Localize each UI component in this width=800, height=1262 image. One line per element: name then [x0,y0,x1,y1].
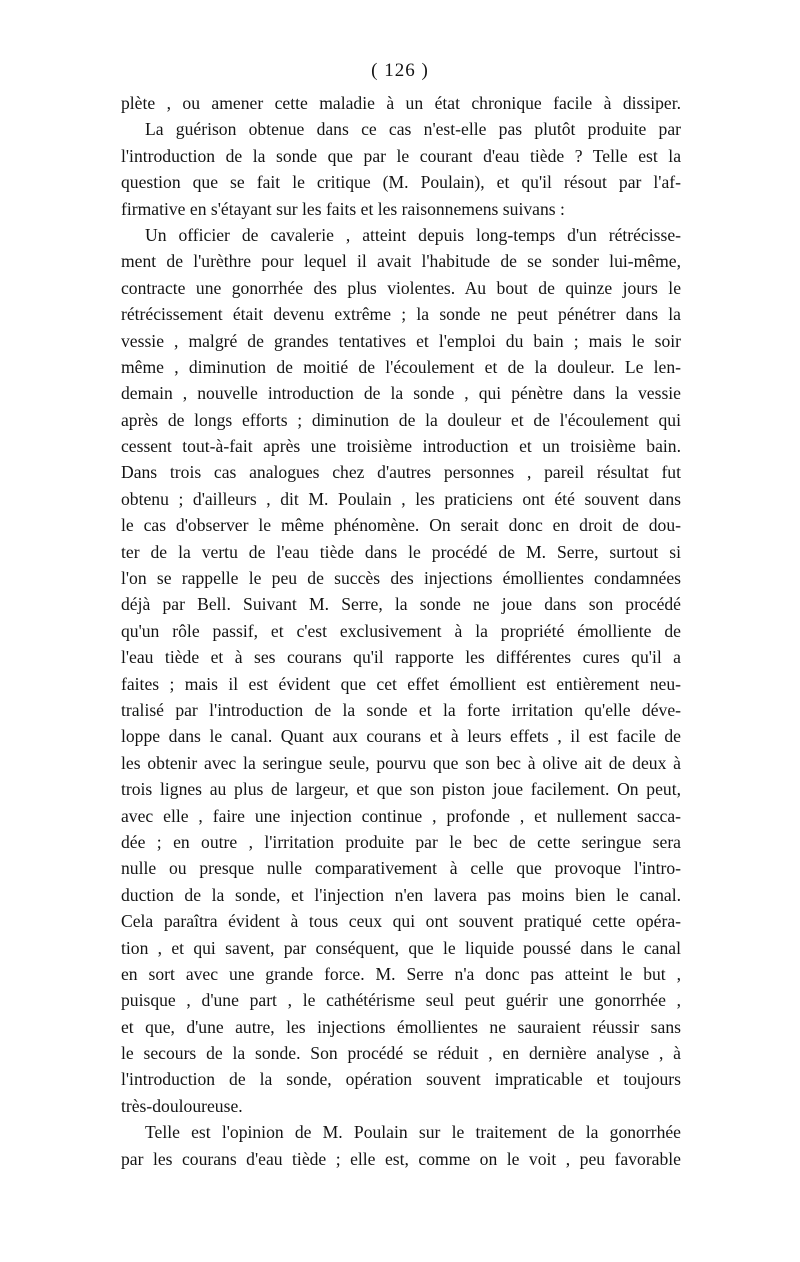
text-line: La guérison obtenue dans ce cas n'est-elle pas plutôt produite par [145,119,681,140]
text-line: par les courans d'eau tiède ; elle est, comme on le voit , peu favorable [121,1148,681,1169]
text-line: tion , et qui savent, par conséquent, que le liquide poussé dans le canal [121,937,681,958]
text-line: faites ; mais il est évident que cet effet émollient est entièrement neu- [121,673,681,694]
text-line: avec elle , faire une injection continue , profonde , et nullement sacca- [121,805,681,826]
text-line: le secours de la sonde. Son procédé se réduit , en dernière analyse , à [121,1043,681,1064]
text-line: tralisé par l'introduction de la sonde et la forte irritation qu'elle déve- [121,699,681,720]
text-line: l'introduction de la sonde que par le courant d'eau tiède ? Telle est la [121,145,681,166]
text-line: après de longs efforts ; diminution de la douleur et de l'écoulement qui [121,409,681,430]
text-line: loppe dans le canal. Quant aux courans et à leurs effets , il est facile de [121,726,681,747]
text-line: et que, d'une autre, les injections émollientes ne sauraient réussir sans [121,1016,681,1037]
text-line: Dans trois cas analogues chez d'autres personnes , pareil résultat fut [121,462,681,483]
text-line: ter de la vertu de l'eau tiède dans le procédé de M. Serre, surtout si [121,541,681,562]
text-line: question que se fait le critique (M. Poulain), et qu'il résout par l'af- [121,172,681,193]
text-line: très-douloureuse. [121,1095,243,1116]
text-line: l'introduction de la sonde, opération souvent impraticable et toujours [121,1069,681,1090]
text-line: l'on se rappelle le peu de succès des injections émollientes condamnées [121,568,681,589]
text-line: le cas d'observer le même phénomène. On serait donc en droit de dou- [121,515,681,536]
text-line: même , diminution de moitié de l'écoulement et de la douleur. Le len- [121,356,681,377]
text-line: déjà par Bell. Suivant M. Serre, la sonde ne joue dans son procédé [121,594,681,615]
text-line: ment de l'urèthre pour lequel il avait l'habitude de se sonder lui-même, [121,251,681,272]
text-line: Un officier de cavalerie , atteint depuis long-temps d'un rétrécisse- [145,224,681,245]
text-line: Cela paraîtra évident à tous ceux qui ont souvent pratiqué cette opéra- [121,911,681,932]
text-line: trois lignes au plus de largeur, et que son piston joue facilement. On peut, [121,779,681,800]
text-line: plète , ou amener cette maladie à un état chronique facile à dissiper. [121,93,681,113]
text-line: Telle est l'opinion de M. Poulain sur le traitement de la gonorrhée [145,1122,681,1143]
text-line: les obtenir avec la seringue seule, pourvu que son bec à olive ait de deux à [121,752,681,773]
text-line: vessie , malgré de grandes tentatives et l'emploi du bain ; mais le soir [121,330,681,351]
text-line: l'eau tiède et à ses courans qu'il rapporte les différentes cures qu'il a [121,647,681,668]
text-line: demain , nouvelle introduction de la sonde , qui pénètre dans la vessie [121,383,681,404]
text-line: cessent tout-à-fait après une troisième introduction et un troisième bain. [121,436,681,457]
text-line: firmative en s'étayant sur les faits et les raisonnemens suivans : [121,198,565,219]
text-line: contracte une gonorrhée des plus violentes. Au bout de quinze jours le [121,277,681,298]
text-line: qu'un rôle passif, et c'est exclusivement à la propriété émolliente de [121,620,681,641]
page-number: ( 126 ) [371,60,429,81]
text-line: en sort avec une grande force. M. Serre n'a donc pas atteint le but , [121,963,681,984]
body-text [121,90,681,1172]
text-line: dée ; en outre , l'irritation produite par le bec de cette seringue sera [121,831,681,852]
text-line: obtenu ; d'ailleurs , dit M. Poulain , les praticiens ont été souvent dans [121,488,681,509]
text-line: nulle ou presque nulle comparativement à celle que provoque l'intro- [121,858,681,879]
text-line: duction de la sonde, et l'injection n'en lavera pas moins bien le canal. [121,884,681,905]
text-line: rétrécissement était devenu extrême ; la sonde ne peut pénétrer dans la [121,304,681,325]
text-line: puisque , d'une part , le cathétérisme seul peut guérir une gonorrhée , [121,990,681,1011]
